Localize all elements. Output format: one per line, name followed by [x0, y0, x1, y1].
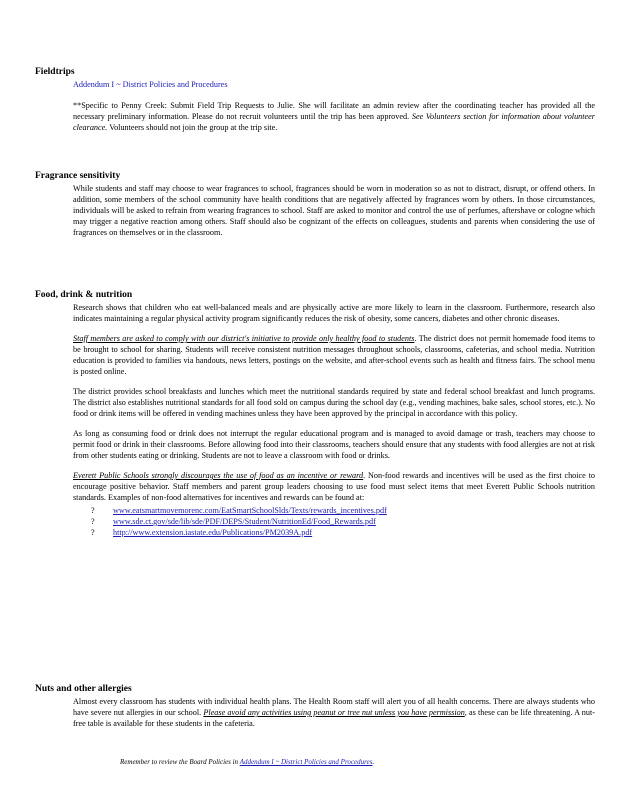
food-body — [73, 302, 595, 538]
reward-link-3[interactable]: http://www.extension.iastate.edu/Publications/PM2039A.pdf — [113, 528, 313, 537]
footer-suffix: . — [372, 758, 375, 766]
reward-links-list — [91, 505, 595, 538]
fragrance-paragraph: While students and staff may choose to wear fragrances to school, fragrances should be worn in moderation so as not to distract, disrupt, or offend others. In addition, some members of the school community have health conditions that are negatively affected by fragrances worn by others. In those circumstances, individuals will be asked to refrain from wearing fragrances to school. Staff are asked to monitor and control the use of perfumes, aftershave or cologne which may trigger a negative reaction among others. Staff should also be cognizant of the effects on colleagues, students and parents when considering the use of fragrances on themselves or in the classroom. — [73, 184, 595, 237]
fieldtrips-text-italic: See Volunteers section for information about volunteer clearance. — [73, 112, 595, 132]
reward-link-1[interactable]: www.eatsmartmovemorenc.com/EatSmartSchoolSlds/Texts/rewards_incentives.pdf — [113, 506, 387, 515]
reward-link-2[interactable]: www.sde.ct.gov/sde/lib/sde/PDF/DEPS/Student/NutritionEd/Food_Rewards.pdf — [113, 517, 376, 526]
footer-reminder — [120, 758, 520, 766]
fragrance-body — [73, 183, 595, 238]
nuts-text-italic: Please avoid any activities using peanut or tree nut unless you have permission — [203, 708, 465, 717]
bullet-icon: ? — [91, 506, 95, 515]
nuts-section — [35, 684, 595, 738]
reward-link-item — [91, 516, 595, 527]
fieldtrips-body — [73, 79, 595, 133]
bullet-icon: ? — [91, 528, 95, 537]
food-paragraph-5-rest: . Non-food rewards and incentives will be used as the first choice to encourage positive behavior. Staff members and parent group leaders choosing to use food must select items that meet Everett Public Schools nutrition standards. Examples of non-food alternatives for incentives and rewards can be found at: — [73, 471, 595, 502]
fieldtrips-text-start: **Specific to Penny Creek: Submit Field Trip Requests to Julie. She will facilitate an admin review after the coordinating teacher has provided all the necessary preliminary information. Please do not recruit volunteers until the trip has been approved. — [73, 101, 595, 121]
food-section — [35, 290, 595, 538]
nuts-heading: Nuts and other allergies — [35, 684, 132, 694]
food-paragraph-3: The district provides school breakfasts and lunches which meet the nutritional standards required by state and federal school breakfast and lunch programs. The district also establishes nutritional standards for all food sold on campus during the school day (e.g., vending machines, bake sales, school stores, etc.). No food or drink items will be offered in vending machines unless they have been approved by the principal in accordance with this policy. — [73, 387, 595, 418]
nuts-body — [73, 696, 595, 729]
fragrance-section — [35, 171, 595, 247]
food-paragraph-1: Research shows that children who eat well-balanced meals and are physically active are more likely to learn in the classroom. Furthermore, research also indicates maintaining a regular physical activity program significantly reduces the risk of obesity, some cancers, diabetes and other chronic diseases. — [73, 303, 595, 323]
fragrance-heading: Fragrance sensitivity — [35, 171, 121, 181]
food-paragraph-2-rest: . The district does not permit homemade food items to be brought to school for sharing. Students will receive consistent nutrition messages throughout schools, classrooms, cafeterias, and school media. Nutrition education is provided to families via handouts, news letters, postings on the website, and after-school events such as health and fitness fairs. The school menu is posted online. — [73, 334, 595, 376]
food-paragraph-4: As long as consuming food or drink does not interrupt the regular educational program and is managed to avoid damage or trash, teachers may choose to permit food or drink in their classrooms. Before allowing food into their classrooms, teachers should ensure that any students with food allergies are not at risk from other students eating or drinking. Students are not to leave a classroom with food or drinks. — [73, 429, 595, 460]
bullet-icon: ? — [91, 517, 95, 526]
fieldtrips-addendum-link[interactable]: Addendum I ~ District Policies and Procedures — [73, 80, 228, 89]
reward-link-item — [91, 527, 595, 538]
nuts-text-start: Almost every classroom has students with individual health plans. The Health Room staff will alert you of all health concerns. There are always students who have severe nut allergies in our school. — [73, 697, 595, 717]
food-discourage-italic: Everett Public Schools strongly discourages the use of food as an incentive or reward — [73, 471, 364, 480]
food-heading: Food, drink & nutrition — [35, 290, 133, 300]
footer-prefix: Remember to review the Board Policies in — [120, 758, 240, 766]
nuts-text-end: , as these can be life threatening. A nut-free table is available for these students in the cafeteria. — [73, 708, 595, 728]
fieldtrips-text-end: Volunteers should not join the group at the trip site. — [107, 123, 278, 132]
footer-addendum-link[interactable]: Addendum I ~ District Policies and Procedures — [239, 758, 373, 766]
fieldtrips-section — [35, 67, 595, 142]
reward-link-item — [91, 505, 595, 516]
food-initiative-italic: Staff members are asked to comply with our district's initiative to provide only healthy food to students — [73, 334, 415, 343]
fieldtrips-heading: Fieldtrips — [35, 67, 75, 77]
